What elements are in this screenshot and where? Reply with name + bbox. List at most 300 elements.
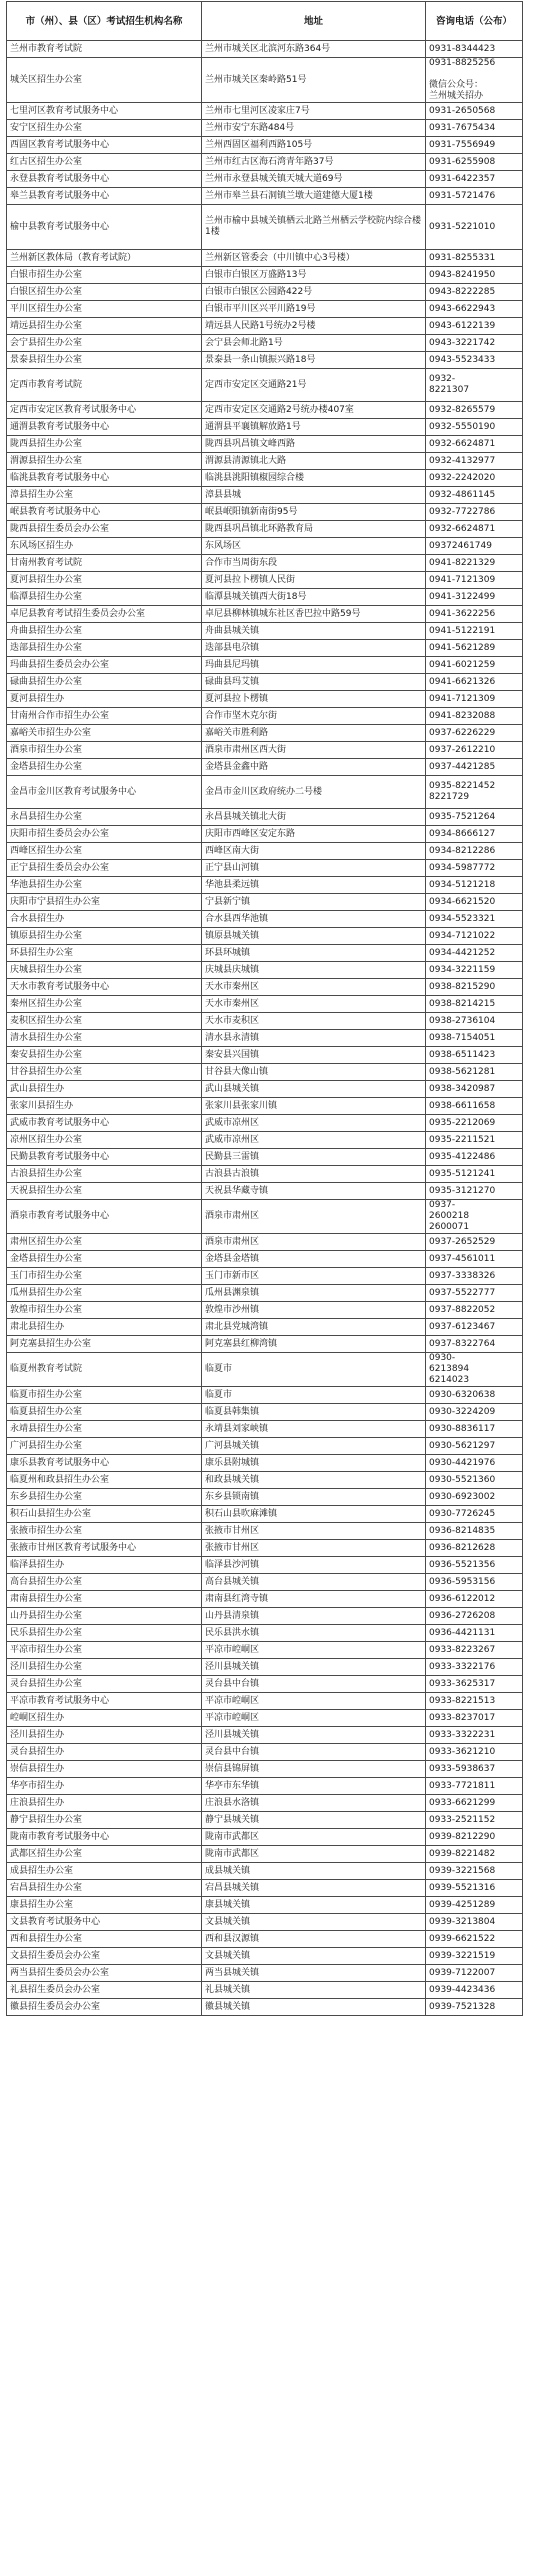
org-name-cell: 夏河县招生办公室 <box>7 572 202 589</box>
table-row <box>7 1353 523 1387</box>
address-cell: 宁县新宁镇 <box>202 894 426 911</box>
phone-cell: 0930-5621297 <box>426 1438 523 1455</box>
address-cell: 陇南市武都区 <box>202 1829 426 1846</box>
table-row <box>7 877 523 894</box>
table-row <box>7 103 523 120</box>
phone-cell: 0937-4561011 <box>426 1251 523 1268</box>
address-cell: 武威市凉州区 <box>202 1115 426 1132</box>
org-name-cell: 甘南州教育考试院 <box>7 555 202 572</box>
org-name-cell: 合水县招生办 <box>7 911 202 928</box>
address-cell: 玛曲县尼玛镇 <box>202 657 426 674</box>
address-cell: 陇南市武都区 <box>202 1846 426 1863</box>
org-name-cell: 陇南市教育考试服务中心 <box>7 1829 202 1846</box>
table-row <box>7 1098 523 1115</box>
phone-cell: 0934-7121022 <box>426 928 523 945</box>
table-row <box>7 1540 523 1557</box>
address-cell: 会宁县会师北路1号 <box>202 335 426 352</box>
org-name-cell: 东风场区招生办 <box>7 538 202 555</box>
org-name-cell: 会宁县招生办公室 <box>7 335 202 352</box>
phone-cell: 0936-8214835 <box>426 1523 523 1540</box>
address-cell: 张家川县张家川镇 <box>202 1098 426 1115</box>
phone-cell: 0939-7122007 <box>426 1965 523 1982</box>
table-row <box>7 1285 523 1302</box>
phone-cell: 0939-8221482 <box>426 1846 523 1863</box>
table-row <box>7 1064 523 1081</box>
table-row <box>7 154 523 171</box>
org-name-cell: 肃北县招生办 <box>7 1319 202 1336</box>
table-row <box>7 657 523 674</box>
phone-cell: 0931-8344423 <box>426 41 523 58</box>
phone-cell: 0934-8666127 <box>426 826 523 843</box>
address-cell: 卓尼县柳林镇城东社区香巴拉中路59号 <box>202 606 426 623</box>
phone-cell: 0931-5221010 <box>426 205 523 250</box>
phone-cell: 0939-3221519 <box>426 1948 523 1965</box>
phone-cell: 0935-5121241 <box>426 1166 523 1183</box>
phone-cell: 0930-6320638 <box>426 1387 523 1404</box>
org-name-cell: 酒泉市教育考试服务中心 <box>7 1200 202 1234</box>
phone-cell: 0937-6226229 <box>426 725 523 742</box>
phone-cell: 09372461749 <box>426 538 523 555</box>
org-name-cell: 灵台县招生办 <box>7 1744 202 1761</box>
address-cell: 永昌县城关镇北大街 <box>202 809 426 826</box>
phone-cell: 0941-5621289 <box>426 640 523 657</box>
table-row <box>7 369 523 402</box>
org-name-cell: 武威市教育考试服务中心 <box>7 1115 202 1132</box>
table-row <box>7 436 523 453</box>
address-cell: 金塔县金鑫中路 <box>202 759 426 776</box>
table-row <box>7 1761 523 1778</box>
phone-cell: 0932-5550190 <box>426 419 523 436</box>
phone-cell: 0937-2612210 <box>426 742 523 759</box>
table-row <box>7 1574 523 1591</box>
org-name-cell: 卓尼县教育考试招生委员会办公室 <box>7 606 202 623</box>
table-row <box>7 487 523 504</box>
table-row <box>7 1914 523 1931</box>
address-cell: 白银市平川区兴平川路19号 <box>202 301 426 318</box>
address-cell: 岷县岷阳镇新南街95号 <box>202 504 426 521</box>
phone-cell: 0941-5122191 <box>426 623 523 640</box>
address-cell: 兰州新区管委会（中川镇中心3号楼） <box>202 250 426 267</box>
org-name-cell: 华亭市招生办 <box>7 1778 202 1795</box>
phone-cell: 0938-3420987 <box>426 1081 523 1098</box>
column-header-phone: 咨询电话（公布） <box>426 2 523 41</box>
address-cell: 两当县城关镇 <box>202 1965 426 1982</box>
phone-cell: 0939-3213804 <box>426 1914 523 1931</box>
address-cell: 文县城关镇 <box>202 1948 426 1965</box>
phone-cell: 0933-3625317 <box>426 1676 523 1693</box>
table-row <box>7 1302 523 1319</box>
table-row <box>7 911 523 928</box>
table-row <box>7 301 523 318</box>
org-name-cell: 景泰县招生办公室 <box>7 352 202 369</box>
address-cell: 肃北县党城湾镇 <box>202 1319 426 1336</box>
address-cell: 文县城关镇 <box>202 1914 426 1931</box>
org-name-cell: 古浪县招生办公室 <box>7 1166 202 1183</box>
address-cell: 庄浪县水洛镇 <box>202 1795 426 1812</box>
address-cell: 平凉市崆峒区 <box>202 1710 426 1727</box>
phone-cell: 0931-8255331 <box>426 250 523 267</box>
table-row <box>7 843 523 860</box>
address-cell: 渭源县清源镇北大路 <box>202 453 426 470</box>
table-row <box>7 1472 523 1489</box>
org-name-cell: 崆峒区招生办 <box>7 1710 202 1727</box>
table-row <box>7 521 523 538</box>
org-name-cell: 永昌县招生办公室 <box>7 809 202 826</box>
org-name-cell: 礼县招生委员会办公室 <box>7 1982 202 1999</box>
org-name-cell: 肃南县招生办公室 <box>7 1591 202 1608</box>
phone-cell: 0938-2736104 <box>426 1013 523 1030</box>
table-row <box>7 453 523 470</box>
phone-cell: 0936-6122012 <box>426 1591 523 1608</box>
address-cell: 临夏市 <box>202 1353 426 1387</box>
address-cell: 华亭市东华镇 <box>202 1778 426 1795</box>
phone-cell: 0930- 6213894 6214023 <box>426 1353 523 1387</box>
org-name-cell: 民乐县招生办公室 <box>7 1625 202 1642</box>
phone-cell: 0937- 2600218 2600071 <box>426 1200 523 1234</box>
table-row <box>7 1676 523 1693</box>
table-row <box>7 809 523 826</box>
org-name-cell: 临夏州和政县招生办公室 <box>7 1472 202 1489</box>
phone-cell: 0943-3221742 <box>426 335 523 352</box>
table-row <box>7 606 523 623</box>
phone-cell: 0941-7121309 <box>426 572 523 589</box>
address-cell: 金塔县金塔镇 <box>202 1251 426 1268</box>
org-name-cell: 红古区招生办公室 <box>7 154 202 171</box>
table-row <box>7 1557 523 1574</box>
phone-cell: 0939-6621522 <box>426 1931 523 1948</box>
address-cell: 高台县城关镇 <box>202 1574 426 1591</box>
phone-cell: 0930-6923002 <box>426 1489 523 1506</box>
address-cell: 积石山县吹麻滩镇 <box>202 1506 426 1523</box>
table-row <box>7 962 523 979</box>
phone-cell: 0938-8214215 <box>426 996 523 1013</box>
table-row <box>7 945 523 962</box>
address-cell: 碌曲县玛艾镇 <box>202 674 426 691</box>
org-name-cell: 白银市招生办公室 <box>7 267 202 284</box>
address-cell: 兰州市七里河区凌家庄7号 <box>202 103 426 120</box>
phone-cell: 0938-6611658 <box>426 1098 523 1115</box>
phone-cell: 0937-3338326 <box>426 1268 523 1285</box>
org-name-cell: 临洮县教育考试服务中心 <box>7 470 202 487</box>
phone-cell: 0937-8822052 <box>426 1302 523 1319</box>
table-row <box>7 1234 523 1251</box>
table-row <box>7 1268 523 1285</box>
address-cell: 临洮县洮阳镇椒园综合楼 <box>202 470 426 487</box>
address-cell: 武山县城关镇 <box>202 1081 426 1098</box>
table-row <box>7 335 523 352</box>
phone-cell: 0938-7154051 <box>426 1030 523 1047</box>
org-name-cell: 夏河县招生办 <box>7 691 202 708</box>
org-name-cell: 泾川县招生办 <box>7 1727 202 1744</box>
phone-cell: 0931-8825256 微信公众号： 兰州城关招办 <box>426 58 523 103</box>
org-name-cell: 临夏县招生办公室 <box>7 1404 202 1421</box>
phone-cell: 0941-6021259 <box>426 657 523 674</box>
address-cell: 康县城关镇 <box>202 1897 426 1914</box>
address-cell: 临夏县韩集镇 <box>202 1404 426 1421</box>
table-row <box>7 470 523 487</box>
table-row <box>7 826 523 843</box>
org-name-cell: 临潭县招生办公室 <box>7 589 202 606</box>
org-name-cell: 通渭县教育考试服务中心 <box>7 419 202 436</box>
address-cell: 酒泉市肃州区西大街 <box>202 742 426 759</box>
phone-cell: 0933-2521152 <box>426 1812 523 1829</box>
org-name-cell: 张掖市招生办公室 <box>7 1523 202 1540</box>
table-row <box>7 623 523 640</box>
table-row <box>7 419 523 436</box>
table-row <box>7 1115 523 1132</box>
table-row <box>7 1795 523 1812</box>
table-row <box>7 267 523 284</box>
phone-cell: 0930-7726245 <box>426 1506 523 1523</box>
address-cell: 夏河县拉卜楞镇 <box>202 691 426 708</box>
phone-cell: 0943-6622943 <box>426 301 523 318</box>
table-row <box>7 1047 523 1064</box>
org-name-cell: 镇原县招生办公室 <box>7 928 202 945</box>
phone-cell: 0943-5523433 <box>426 352 523 369</box>
table-row <box>7 1319 523 1336</box>
address-cell: 平凉市崆峒区 <box>202 1642 426 1659</box>
table-row <box>7 860 523 877</box>
address-cell: 酒泉市肃州区 <box>202 1200 426 1234</box>
table-row <box>7 1897 523 1914</box>
table-row <box>7 1659 523 1676</box>
phone-cell: 0938-8215290 <box>426 979 523 996</box>
phone-cell: 0937-5522777 <box>426 1285 523 1302</box>
org-name-cell: 庆阳市宁县招生办公室 <box>7 894 202 911</box>
phone-cell: 0933-3621210 <box>426 1744 523 1761</box>
phone-cell: 0934-3221159 <box>426 962 523 979</box>
org-name-cell: 七里河区教育考试服务中心 <box>7 103 202 120</box>
org-name-cell: 永靖县招生办公室 <box>7 1421 202 1438</box>
org-name-cell: 清水县招生办公室 <box>7 1030 202 1047</box>
table-row <box>7 1455 523 1472</box>
table-row <box>7 589 523 606</box>
phone-cell: 0941-7121309 <box>426 691 523 708</box>
address-cell: 合水县西华池镇 <box>202 911 426 928</box>
table-row <box>7 1132 523 1149</box>
org-name-cell: 安宁区招生办公室 <box>7 120 202 137</box>
address-cell: 嘉峪关市胜利路 <box>202 725 426 742</box>
table-row <box>7 1880 523 1897</box>
org-name-cell: 泾川县招生办公室 <box>7 1659 202 1676</box>
org-name-cell: 兰州市教育考试院 <box>7 41 202 58</box>
table-row <box>7 1693 523 1710</box>
address-cell: 兰州市红古区海石湾青年路37号 <box>202 154 426 171</box>
address-cell: 成县城关镇 <box>202 1863 426 1880</box>
org-name-cell: 秦州区招生办公室 <box>7 996 202 1013</box>
address-cell: 崇信县锦屏镇 <box>202 1761 426 1778</box>
org-name-cell: 舟曲县招生办公室 <box>7 623 202 640</box>
table-row <box>7 979 523 996</box>
phone-cell: 0939-3221568 <box>426 1863 523 1880</box>
org-name-cell: 积石山县招生办公室 <box>7 1506 202 1523</box>
phone-cell: 0939-8212290 <box>426 1829 523 1846</box>
org-name-cell: 榆中县教育考试服务中心 <box>7 205 202 250</box>
table-row <box>7 1489 523 1506</box>
address-cell: 陇西县巩昌镇文峰西路 <box>202 436 426 453</box>
table-row <box>7 742 523 759</box>
org-name-cell: 嘉峪关市招生办公室 <box>7 725 202 742</box>
phone-cell: 0941-3622256 <box>426 606 523 623</box>
phone-cell: 0932-8265579 <box>426 402 523 419</box>
phone-cell: 0931-6255908 <box>426 154 523 171</box>
org-name-cell: 敦煌市招生办公室 <box>7 1302 202 1319</box>
address-cell: 和政县城关镇 <box>202 1472 426 1489</box>
org-name-cell: 西峰区招生办公室 <box>7 843 202 860</box>
address-cell: 灵台县中台镇 <box>202 1676 426 1693</box>
table-row <box>7 1948 523 1965</box>
address-cell: 兰州市城关区北滨河东路364号 <box>202 41 426 58</box>
phone-cell: 0941-8232088 <box>426 708 523 725</box>
org-name-cell: 徽县招生委员会办公室 <box>7 1999 202 2016</box>
table-row <box>7 1829 523 1846</box>
address-cell: 宕昌县城关镇 <box>202 1880 426 1897</box>
org-name-cell: 秦安县招生办公室 <box>7 1047 202 1064</box>
table-row <box>7 1081 523 1098</box>
phone-cell: 0934-5987772 <box>426 860 523 877</box>
address-cell: 东乡县锁南镇 <box>202 1489 426 1506</box>
phone-cell: 0933-6621299 <box>426 1795 523 1812</box>
phone-cell: 0933-3322231 <box>426 1727 523 1744</box>
table-row <box>7 1166 523 1183</box>
address-cell: 环县环城镇 <box>202 945 426 962</box>
address-cell: 漳县县城 <box>202 487 426 504</box>
phone-cell: 0939-7521328 <box>426 1999 523 2016</box>
org-name-cell: 城关区招生办公室 <box>7 58 202 103</box>
table-row <box>7 352 523 369</box>
address-cell: 甘谷县大像山镇 <box>202 1064 426 1081</box>
address-cell: 阿克塞县红柳湾镇 <box>202 1336 426 1353</box>
table-row <box>7 120 523 137</box>
phone-cell: 0932-6624871 <box>426 521 523 538</box>
table-row <box>7 640 523 657</box>
org-name-cell: 天水市教育考试服务中心 <box>7 979 202 996</box>
phone-cell: 0941-3122499 <box>426 589 523 606</box>
table-row <box>7 1387 523 1404</box>
address-cell: 兰州市安宁东路484号 <box>202 120 426 137</box>
org-name-cell: 金塔县招生办公室 <box>7 759 202 776</box>
table-row <box>7 1710 523 1727</box>
table-row <box>7 1438 523 1455</box>
org-name-cell: 靖远县招生办公室 <box>7 318 202 335</box>
address-cell: 金昌市金川区政府统办二号楼 <box>202 776 426 809</box>
org-name-cell: 平凉市教育考试服务中心 <box>7 1693 202 1710</box>
table-row <box>7 1404 523 1421</box>
org-name-cell: 临泽县招生办 <box>7 1557 202 1574</box>
phone-cell: 0935-2212069 <box>426 1115 523 1132</box>
org-name-cell: 民勤县教育考试服务中心 <box>7 1149 202 1166</box>
org-name-cell: 皋兰县教育考试服务中心 <box>7 188 202 205</box>
phone-cell: 0931-7556949 <box>426 137 523 154</box>
org-name-cell: 白银区招生办公室 <box>7 284 202 301</box>
table-row <box>7 1608 523 1625</box>
table-row <box>7 776 523 809</box>
table-row <box>7 1965 523 1982</box>
org-name-cell: 平凉市招生办公室 <box>7 1642 202 1659</box>
address-cell: 华池县柔远镇 <box>202 877 426 894</box>
phone-cell: 0935-8221452 8221729 <box>426 776 523 809</box>
address-cell: 瓜州县渊泉镇 <box>202 1285 426 1302</box>
table-row <box>7 1744 523 1761</box>
phone-cell: 0932-2242020 <box>426 470 523 487</box>
address-cell: 西峰区南大街 <box>202 843 426 860</box>
phone-cell: 0936-2726208 <box>426 1608 523 1625</box>
phone-cell: 0932- 8221307 <box>426 369 523 402</box>
phone-cell: 0936-8212628 <box>426 1540 523 1557</box>
phone-cell: 0932-7722786 <box>426 504 523 521</box>
address-cell: 白银市白银区公园路422号 <box>202 284 426 301</box>
table-row <box>7 928 523 945</box>
phone-cell: 0935-7521264 <box>426 809 523 826</box>
phone-cell: 0934-4421252 <box>426 945 523 962</box>
address-cell: 天水市麦积区 <box>202 1013 426 1030</box>
phone-cell: 0933-5938637 <box>426 1761 523 1778</box>
phone-cell: 0933-3322176 <box>426 1659 523 1676</box>
address-cell: 合作市坚木克尔街 <box>202 708 426 725</box>
table-row <box>7 284 523 301</box>
address-cell: 定西市安定区交通路2号统办楼407室 <box>202 402 426 419</box>
address-cell: 兰州市城关区秦岭路51号 <box>202 58 426 103</box>
org-name-cell: 阿克塞县招生办公室 <box>7 1336 202 1353</box>
table-row <box>7 538 523 555</box>
address-cell: 白银市白银区万盛路13号 <box>202 267 426 284</box>
phone-cell: 0931-6422357 <box>426 171 523 188</box>
org-name-cell: 瓜州县招生办公室 <box>7 1285 202 1302</box>
phone-cell: 0932-4861145 <box>426 487 523 504</box>
table-body <box>7 41 523 2016</box>
table-row <box>7 1336 523 1353</box>
address-cell: 夏河县拉卜楞镇人民街 <box>202 572 426 589</box>
address-cell: 靖远县人民路1号统办2号楼 <box>202 318 426 335</box>
org-name-cell: 张掖市甘州区教育考试服务中心 <box>7 1540 202 1557</box>
address-cell: 镇原县城关镇 <box>202 928 426 945</box>
column-header-org: 市（州）、县（区）考试招生机构名称 <box>7 2 202 41</box>
address-cell: 古浪县古浪镇 <box>202 1166 426 1183</box>
org-name-cell: 碌曲县招生办公室 <box>7 674 202 691</box>
phone-cell: 0938-5621281 <box>426 1064 523 1081</box>
org-name-cell: 金昌市金川区教育考试服务中心 <box>7 776 202 809</box>
table-row <box>7 674 523 691</box>
phone-cell: 0936-4421131 <box>426 1625 523 1642</box>
phone-cell: 0943-8222285 <box>426 284 523 301</box>
address-cell: 合作市当周街东段 <box>202 555 426 572</box>
org-name-cell: 两当县招生委员会办公室 <box>7 1965 202 1982</box>
org-name-cell: 凉州区招生办公室 <box>7 1132 202 1149</box>
org-name-cell: 漳县招生办公室 <box>7 487 202 504</box>
org-name-cell: 庆城县招生办公室 <box>7 962 202 979</box>
address-cell: 民勤县三雷镇 <box>202 1149 426 1166</box>
table-row <box>7 1251 523 1268</box>
table-row <box>7 1013 523 1030</box>
address-cell: 山丹县清泉镇 <box>202 1608 426 1625</box>
address-cell: 兰州市榆中县城关镇栖云北路兰州栖云学校院内综合楼1楼 <box>202 205 426 250</box>
phone-cell: 0937-8322764 <box>426 1336 523 1353</box>
org-name-cell: 庆阳市招生委员会办公室 <box>7 826 202 843</box>
org-name-cell: 静宁县招生办公室 <box>7 1812 202 1829</box>
address-cell: 兰州西固区福利西路105号 <box>202 137 426 154</box>
table-row <box>7 996 523 1013</box>
phone-cell: 0930-3224209 <box>426 1404 523 1421</box>
address-cell: 玉门市新市区 <box>202 1268 426 1285</box>
org-name-cell: 环县招生办公室 <box>7 945 202 962</box>
table-row <box>7 1523 523 1540</box>
phone-cell: 0931-7675434 <box>426 120 523 137</box>
table-row <box>7 1846 523 1863</box>
address-cell: 舟曲县城关镇 <box>202 623 426 640</box>
address-cell: 秦安县兴国镇 <box>202 1047 426 1064</box>
org-name-cell: 广河县招生办公室 <box>7 1438 202 1455</box>
address-cell: 永靖县刘家峡镇 <box>202 1421 426 1438</box>
